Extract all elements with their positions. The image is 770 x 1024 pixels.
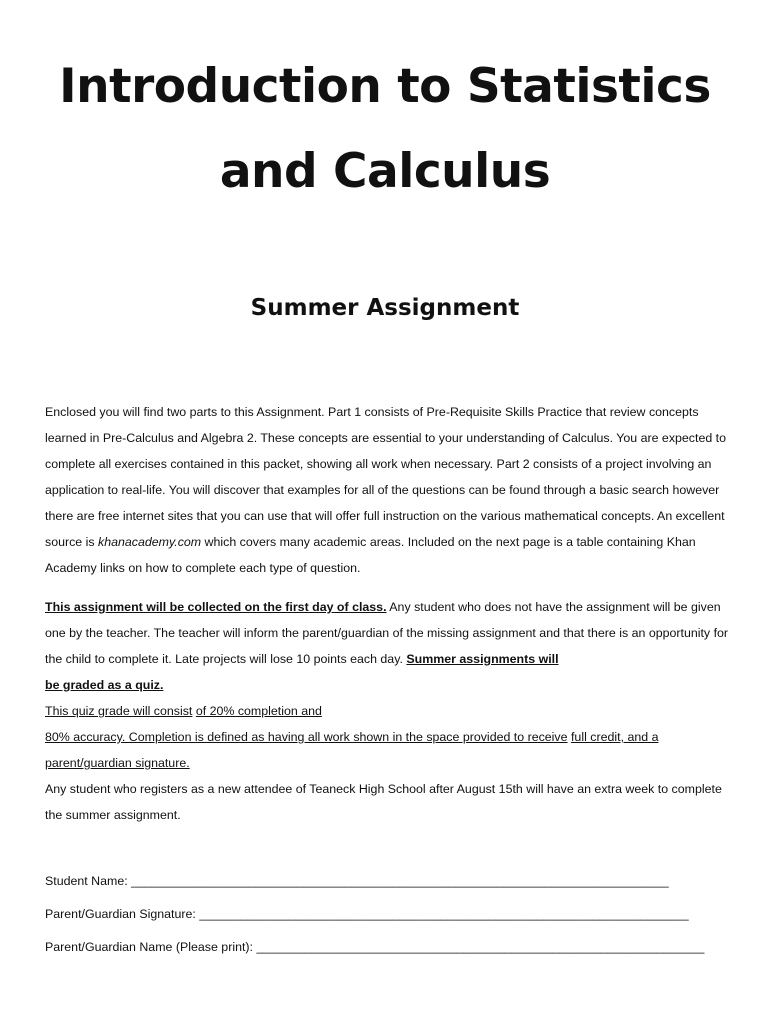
- policy-section: [45, 594, 735, 828]
- signature-requirement: parent/guardian signature.: [45, 756, 190, 770]
- parent-signature-label: Parent/Guardian Signature:: [45, 907, 196, 921]
- parent-signature-field[interactable]: [45, 905, 689, 923]
- collection-notice: This assignment will be collected on the first day of class.: [45, 600, 387, 614]
- document-title-line-1: Introduction to Statistics: [59, 59, 711, 114]
- accuracy-definition: 80% accuracy. Completion is defined as having all work shown in the space provided to receive: [45, 730, 568, 744]
- intro-text: Enclosed you will find two parts to this Assignment. Part 1 consists of Pre-Requisite Skills Practice that review concepts learned in Pre-Calculus and Algebra 2. These concepts are essential to your understanding of Calculus. You are expected to complete all exercises contained in this packet, showing all work when necessary. Part 2 consists of a project involving an application to real-life. You will discover that examples for all of the questions can be found through a basic search however there are free internet sites that you can use that will offer full instruction on the various mathematical concepts. An excellent source is: [45, 405, 726, 549]
- khan-academy-reference: khanacademy.com: [98, 535, 202, 549]
- student-name-blank[interactable]: ______________________________________________________________________________: [131, 874, 669, 888]
- parent-signature-blank[interactable]: _______________________________________________________________________: [199, 907, 689, 921]
- quiz-notice-continued: be graded as a quiz.: [45, 678, 164, 692]
- completion-percentage-text: of 20% completion and: [195, 704, 322, 718]
- intro-text-continued: which covers many academic areas. Included on the next page is a table containing Khan Academy links on how to complete each type of question.: [45, 535, 696, 575]
- parent-name-field[interactable]: [45, 938, 704, 956]
- parent-name-label: Parent/Guardian Name (Please print):: [45, 940, 253, 954]
- document-subtitle: Summer Assignment: [250, 295, 520, 321]
- full-credit-text: full credit, and a: [570, 730, 659, 744]
- student-name-label: Student Name:: [45, 874, 128, 888]
- student-name-field[interactable]: [45, 872, 669, 890]
- quiz-notice: Summer assignments will: [406, 652, 559, 666]
- late-policy-text: Any student who does not have the assignment will be given one by the teacher. The teacher will inform the parent/guardian of the missing assignment and that there is an opportunity for the child to complete it. Late projects will lose 10 points each day.: [45, 600, 729, 666]
- document-title-line-2: and Calculus: [219, 144, 551, 199]
- new-attendee-policy: Any student who registers as a new attendee of Teaneck High School after August 15th will have an extra week to complete the summer assignment.: [45, 782, 722, 822]
- intro-paragraph: [45, 399, 735, 581]
- parent-name-blank[interactable]: _________________________________________________________________: [256, 940, 705, 954]
- quiz-grade-text: This quiz grade will consist: [45, 704, 193, 718]
